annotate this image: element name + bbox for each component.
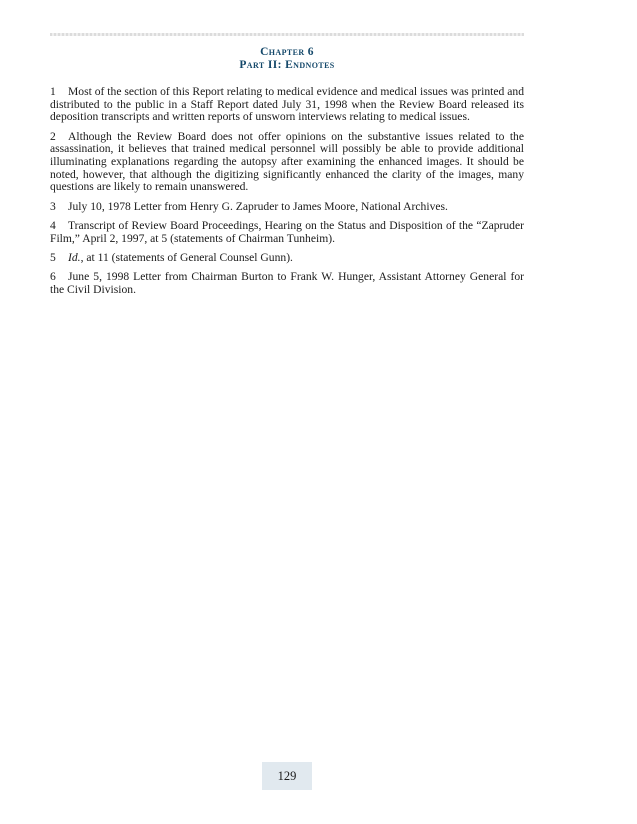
endnote-text: , at 11 (statements of General Counsel Gunn). <box>80 250 293 264</box>
endnote-number: 3 <box>50 199 56 213</box>
endnote-5 <box>50 252 524 265</box>
chapter-title: Chapter 6 <box>260 46 314 58</box>
endnote-4 <box>50 220 524 245</box>
endnote-3 <box>50 201 524 214</box>
top-rule <box>50 33 524 36</box>
endnote-text: Most of the section of this Report relating to medical evidence and medical issues was printed and distributed to the public in a Staff Report dated July 31, 1998 when the Review Board released its deposition transcripts and written reports of unsworn interviews relating to medical issues. <box>50 85 524 124</box>
endnote-text: Although the Review Board does not offer opinions on the substantive issues related to the assassination, it believes that trained medical personnel will possibly be able to provide additional illuminating explanations regarding the autopsy after examining the enhanced images. It should be noted, however, that although the digitizing significantly enhanced the clarity of the images, many questions are likely to remain unanswered. <box>50 129 524 194</box>
endnote-1 <box>50 86 524 124</box>
endnote-2 <box>50 131 524 195</box>
endnote-number: 5 <box>50 250 56 264</box>
endnote-text: July 10, 1978 Letter from Henry G. Zapruder to James Moore, National Archives. <box>68 199 448 213</box>
endnote-number: 6 <box>50 269 56 283</box>
page-header <box>50 46 524 72</box>
endnote-number: 4 <box>50 218 56 232</box>
endnote-text: Transcript of Review Board Proceedings, Hearing on the Status and Disposition of the “Zapruder Film,” April 2, 1997, at 5 (statements of Chairman Tunheim). <box>50 218 524 245</box>
endnote-number: 2 <box>50 129 56 143</box>
page-number: 129 <box>262 762 312 790</box>
part-title: Part II: Endnotes <box>239 59 335 71</box>
endnote-6 <box>50 271 524 296</box>
endnote-number: 1 <box>50 85 56 98</box>
endnote-text: June 5, 1998 Letter from Chairman Burton to Frank W. Hunger, Assistant Attorney General for the Civil Division. <box>50 269 524 296</box>
endnotes-list <box>50 86 524 303</box>
endnote-italic: Id. <box>68 250 81 264</box>
